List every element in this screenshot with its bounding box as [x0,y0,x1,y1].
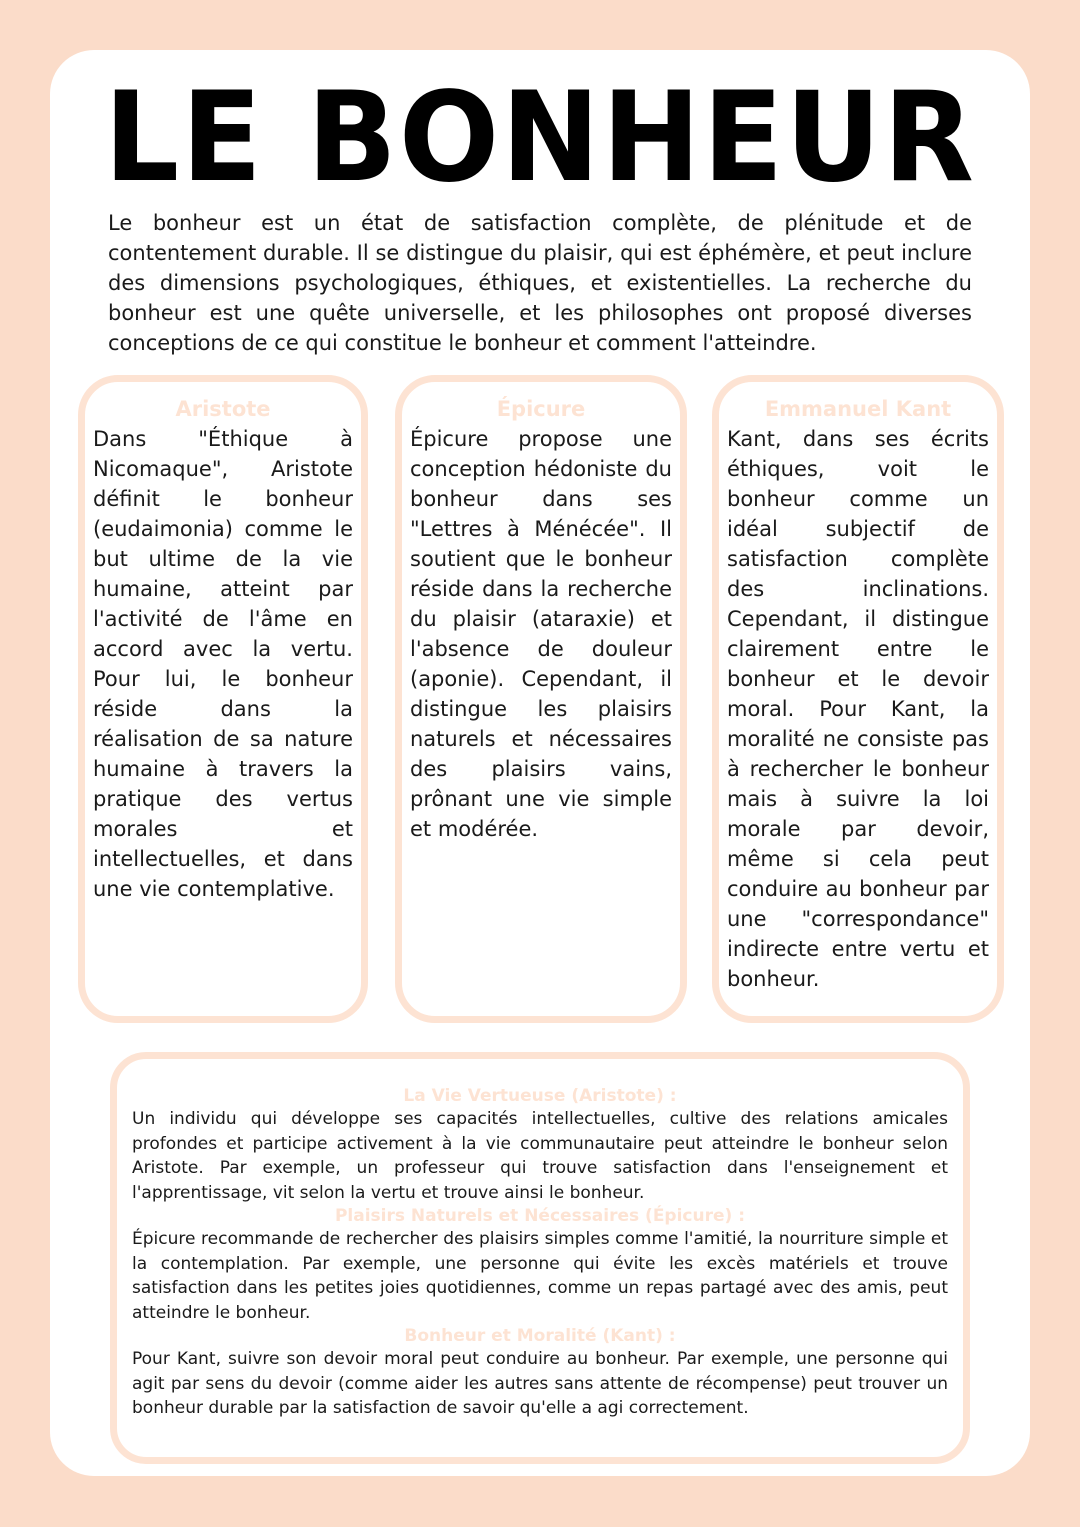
example-heading-aristote: La Vie Vertueuse (Aristote) : [403,1086,677,1106]
example-text-aristote: Un individu qui développe ses capacités intellectuelles, cultive des relations amicales profondes et participe activement à la vie communautaire peut atteindre le bonheur selon Aristote. Par exemple, un professeur qui trouve satisfaction dans l'enseignement et l'apprentissage, vit selon la vertu et trouve ainsi le bonheur. [132,1109,948,1203]
card-title-aristote: Aristote [175,397,271,421]
intro-paragraph: Le bonheur est un état de satisfaction complète, de plénitude et de contentement durable. Il se distingue du plaisir, qui est éphémère, et peut inclure des dimensions psychologiques, éthiques, et existentielles. La recherche du bonheur est une quête universelle, et les philosophes ont proposé diverses conceptions de ce qui constitue le bonheur et comment l'atteindre. [108,211,972,355]
card-aristote [78,375,368,1023]
card-text-epicure: Épicure propose une conception hédoniste du bonheur dans ses "Lettres à Ménécée". Il soutient que le bonheur réside dans la recherche du plaisir (ataraxie) et l'absence de douleur (aponie). Cependant, il distingue les plaisirs naturels et nécessaires des plaisirs vains, prônant une vie simple et modérée. [410,427,672,841]
card-text-aristote: Dans "Éthique à Nicomaque", Aristote définit le bonheur (eudaimonia) comme le but ultime de la vie humaine, atteint par l'activité de l'âme en accord avec la vertu. Pour lui, le bonheur réside dans la réalisation de sa nature humaine à travers la pratique des vertus morales et intellectuelles, et dans une vie contemplative. [93,427,353,901]
examples-content [132,1085,948,1421]
card-kant [712,375,1004,1023]
page-title: LE BONHEUR [104,64,976,210]
examples-box [110,1052,970,1464]
example-heading-kant: Bonheur et Moralité (Kant) : [404,1326,676,1346]
example-text-epicure: Épicure recommande de rechercher des plaisirs simples comme l'amitié, la nourriture simple et la contemplation. Par exemple, une personne qui évite les excès matériels et trouve satisfaction dans les petites joies quotidiennes, comme un repas partagé avec des amis, peut atteindre le bonheur. [132,1229,948,1323]
card-title-kant: Emmanuel Kant [764,397,952,421]
card-title-epicure: Épicure [496,397,586,421]
example-heading-epicure: Plaisirs Naturels et Nécessaires (Épicure) : [334,1206,746,1226]
card-epicure [395,375,687,1023]
card-text-kant: Kant, dans ses écrits éthiques, voit le bonheur comme un idéal subjectif de satisfaction complète des inclinations. Cependant, il distingue clairement entre le bonheur et le devoir moral. Pour Kant, la moralité ne consiste pas à rechercher le bonheur mais à suivre la loi morale par devoir, même si cela peut conduire au bonheur par une "correspondance" indirecte entre vertu et bonheur. [727,427,989,991]
example-text-kant: Pour Kant, suivre son devoir moral peut conduire au bonheur. Par exemple, une personne qui agit par sens du devoir (comme aider les autres sans attente de récompense) peut trouver un bonheur durable par la satisfaction de savoir qu'elle a agi correctement. [132,1349,948,1418]
